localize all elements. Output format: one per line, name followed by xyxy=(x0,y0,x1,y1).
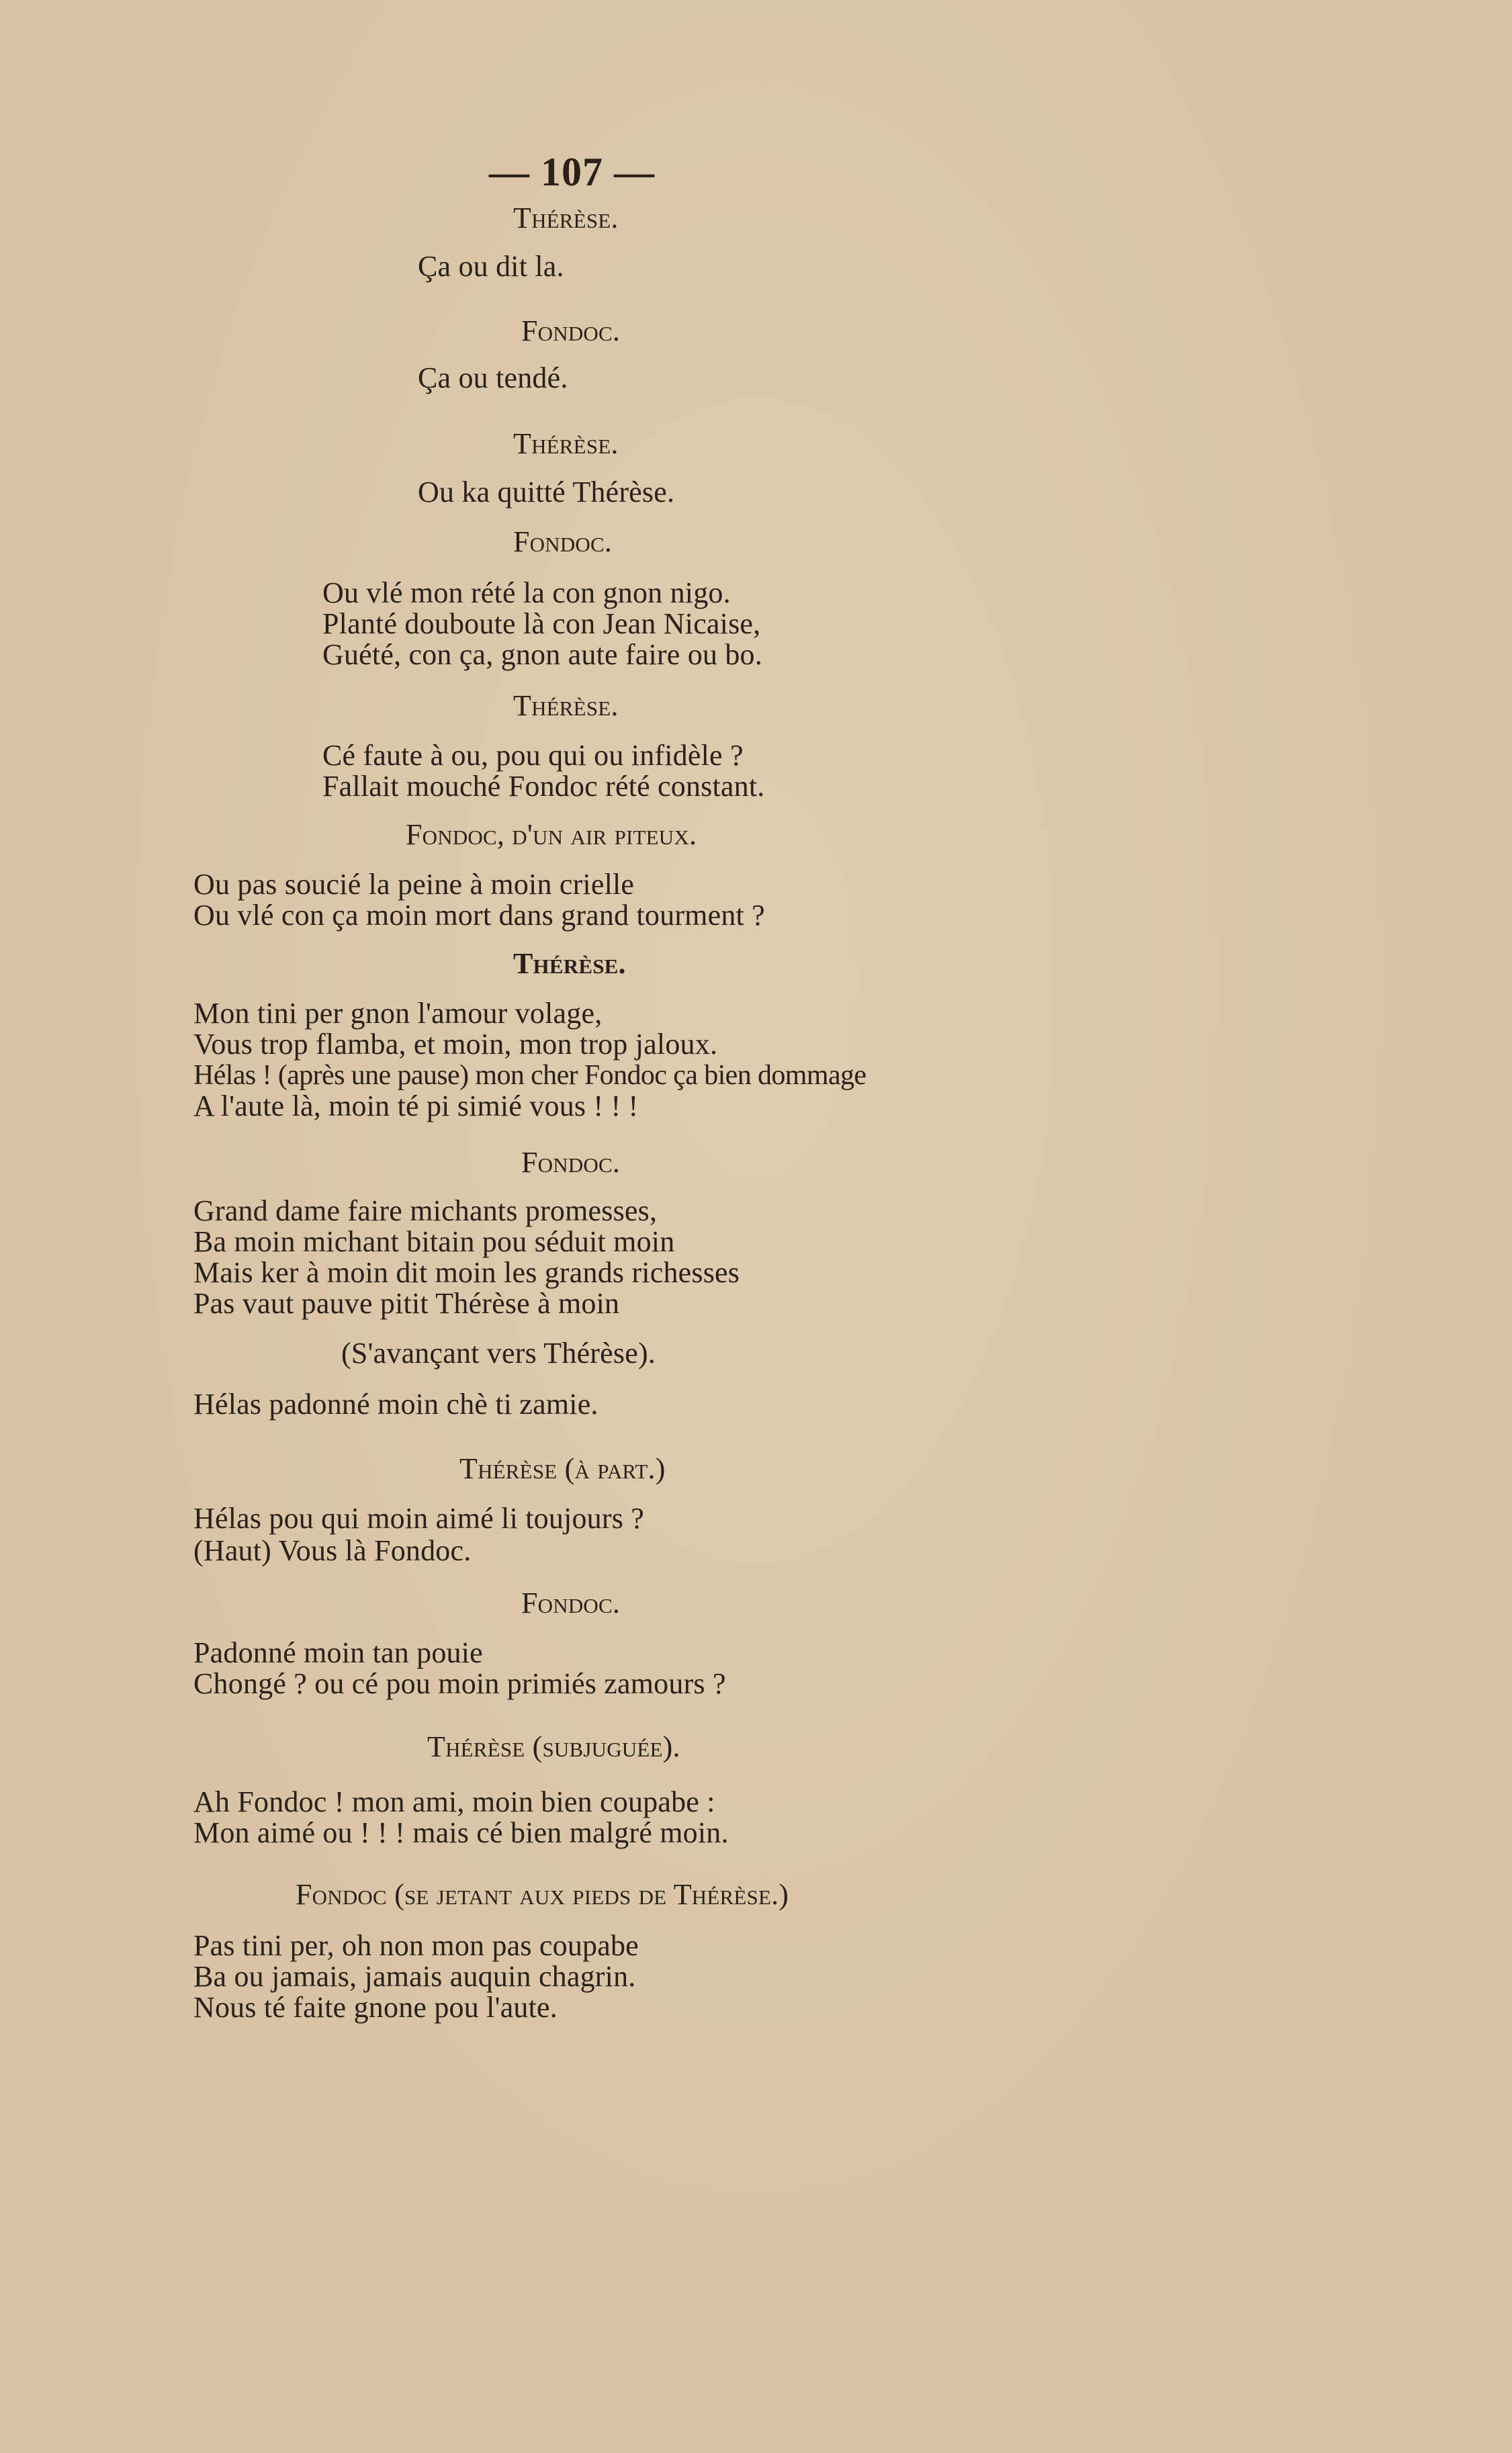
speaker-label: Fondoc. xyxy=(521,314,621,347)
speaker-label: Fondoc (se jetant aux pieds de Thérèse.) xyxy=(296,1878,789,1911)
verse-line: Ba ou jamais, jamais auquin chagrin. xyxy=(193,1960,636,1993)
stage-direction: (S'avançant vers Thérèse). xyxy=(341,1337,656,1370)
verse-line: (Haut) Vous là Fondoc. xyxy=(193,1534,472,1567)
dialogue-line: Ça ou dit la. xyxy=(418,250,564,283)
dialogue-line: Ou ka quitté Thérèse. xyxy=(418,476,675,508)
verse-line: Ou vlé mon rété la con gnon nigo. xyxy=(322,576,731,609)
verse-line: Mon aimé ou ! ! ! mais cé bien malgré moin. xyxy=(193,1816,729,1849)
speaker-label-text: Thérèse (à part.) xyxy=(459,1452,666,1485)
verse-line: Nous té faite gnone pou l'aute. xyxy=(193,1991,558,2024)
verse-line: Grand dame faire michants promesses, xyxy=(193,1194,658,1227)
verse-line: Chongé ? ou cé pou moin primiés zamours ? xyxy=(193,1667,726,1700)
speaker-label: Fondoc, d'un air piteux. xyxy=(406,818,697,851)
verse-line: Hélas padonné moin chè ti zamie. xyxy=(193,1388,598,1421)
verse-line: Ba moin michant bitain pou séduit moin xyxy=(193,1225,675,1258)
verse-line: Pas vaut pauve pitit Thérèse à moin xyxy=(193,1287,620,1320)
verse-line: Mon tini per gnon l'amour volage, xyxy=(193,997,603,1030)
verse-line: Fallait mouché Fondoc rété constant. xyxy=(322,770,765,803)
verse-line: Ah Fondoc ! mon ami, moin bien coupabe : xyxy=(193,1785,715,1818)
speaker-label: Thérèse (subjuguée). xyxy=(427,1730,680,1763)
verse-line: Pas tini per, oh non mon pas coupabe xyxy=(193,1929,639,1962)
verse-line: Cé faute à ou, pou qui ou infidèle ? xyxy=(322,739,744,772)
verse-line: Guété, con ça, gnon aute faire ou bo. xyxy=(322,638,762,671)
verse-line: Planté douboute là con Jean Nicaise, xyxy=(322,607,761,640)
speaker-label: Thérèse. xyxy=(513,947,626,980)
speaker-label: Thérèse. xyxy=(513,202,619,234)
verse-line: Hélas ! (après une pause) mon cher Fondoc ça bien dommage xyxy=(193,1060,866,1091)
verse-line: Ou pas soucié la peine à moin crielle xyxy=(193,868,635,901)
verse-line: Padonné moin tan pouie xyxy=(193,1636,483,1669)
verse-line: A l'aute là, moin té pi simié vous ! ! ! xyxy=(193,1089,639,1122)
verse-line: Vous trop flamba, et moin, mon trop jaloux. xyxy=(193,1028,718,1061)
speaker-label: Fondoc. xyxy=(521,1587,621,1619)
speaker-label: Thérèse. xyxy=(513,427,619,460)
page-number: — 107 — xyxy=(489,150,655,194)
verse-line: Mais ker à moin dit moin les grands richesses xyxy=(193,1256,740,1289)
speaker-label xyxy=(459,1452,666,1486)
verse-line: Ou vlé con ça moin mort dans grand tourment ? xyxy=(193,899,765,932)
speaker-label: Thérèse. xyxy=(513,689,619,722)
verse-line: Hélas pou qui moin aimé li toujours ? xyxy=(193,1502,644,1535)
speaker-label: Fondoc. xyxy=(513,525,613,558)
dialogue-line: Ça ou tendé. xyxy=(418,361,568,394)
speaker-label: Fondoc. xyxy=(521,1146,621,1179)
